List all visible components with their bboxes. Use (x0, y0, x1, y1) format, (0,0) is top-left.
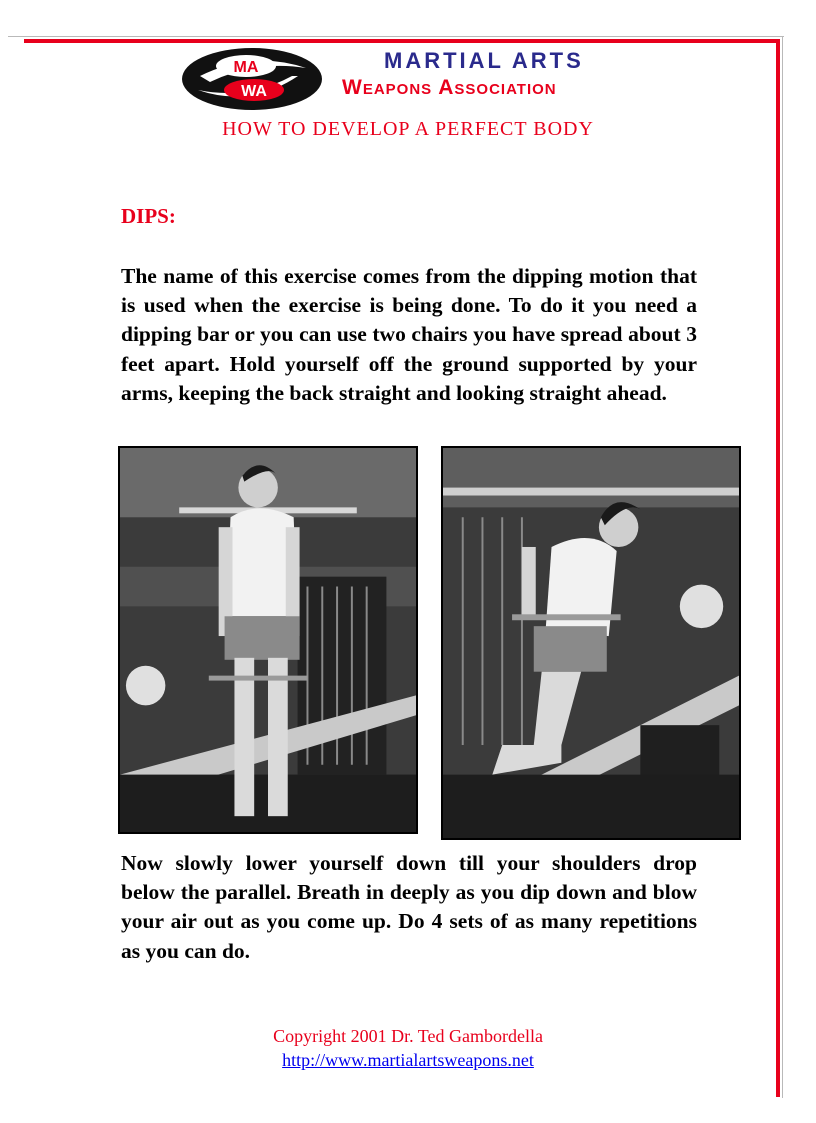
page-border-top (24, 39, 780, 43)
logo-title-line2: Weapons Association (342, 76, 557, 99)
intro-paragraph: The name of this exercise comes from the dipping motion that is used when the exercise is being done. To do it you need a dipping bar or you can use two chairs you have spread about 3 feet apart. Hold yourself off the ground supported by your arms, keeping the back straight and looking straight ahead. (121, 264, 697, 405)
page-border-right-outer (782, 36, 783, 1098)
logo-wordmark (342, 48, 584, 100)
page-border-right (776, 39, 780, 1097)
association-logo (180, 46, 640, 112)
photo-start-illustration (120, 448, 416, 832)
section-heading: DIPS: (121, 204, 176, 228)
exercise-photo-dip (441, 446, 741, 840)
document-subtitle: HOW TO DEVELOP A PERFECT BODY (222, 118, 594, 140)
website-link[interactable]: http://www.martialartsweapons.net (282, 1050, 534, 1070)
logo-emblem-top-text: MA (233, 59, 259, 76)
photo-dip-illustration (443, 448, 739, 838)
logo-emblem (180, 46, 330, 112)
logo-emblem-bottom-text: WA (241, 83, 267, 100)
page-border-top-outer (8, 36, 784, 37)
instruction-paragraph: Now slowly lower yourself down till your shoulders drop below the parallel. Breath in deeply as you dip down and blow your air out as you come up. Do 4 sets of as many repetitions as you can do. (121, 851, 697, 963)
logo-title-line1: MARTIAL ARTS (384, 48, 584, 73)
exercise-photo-start (118, 446, 418, 834)
copyright-notice: Copyright 2001 Dr. Ted Gambordella (273, 1026, 543, 1046)
page-footer (0, 1024, 816, 1072)
